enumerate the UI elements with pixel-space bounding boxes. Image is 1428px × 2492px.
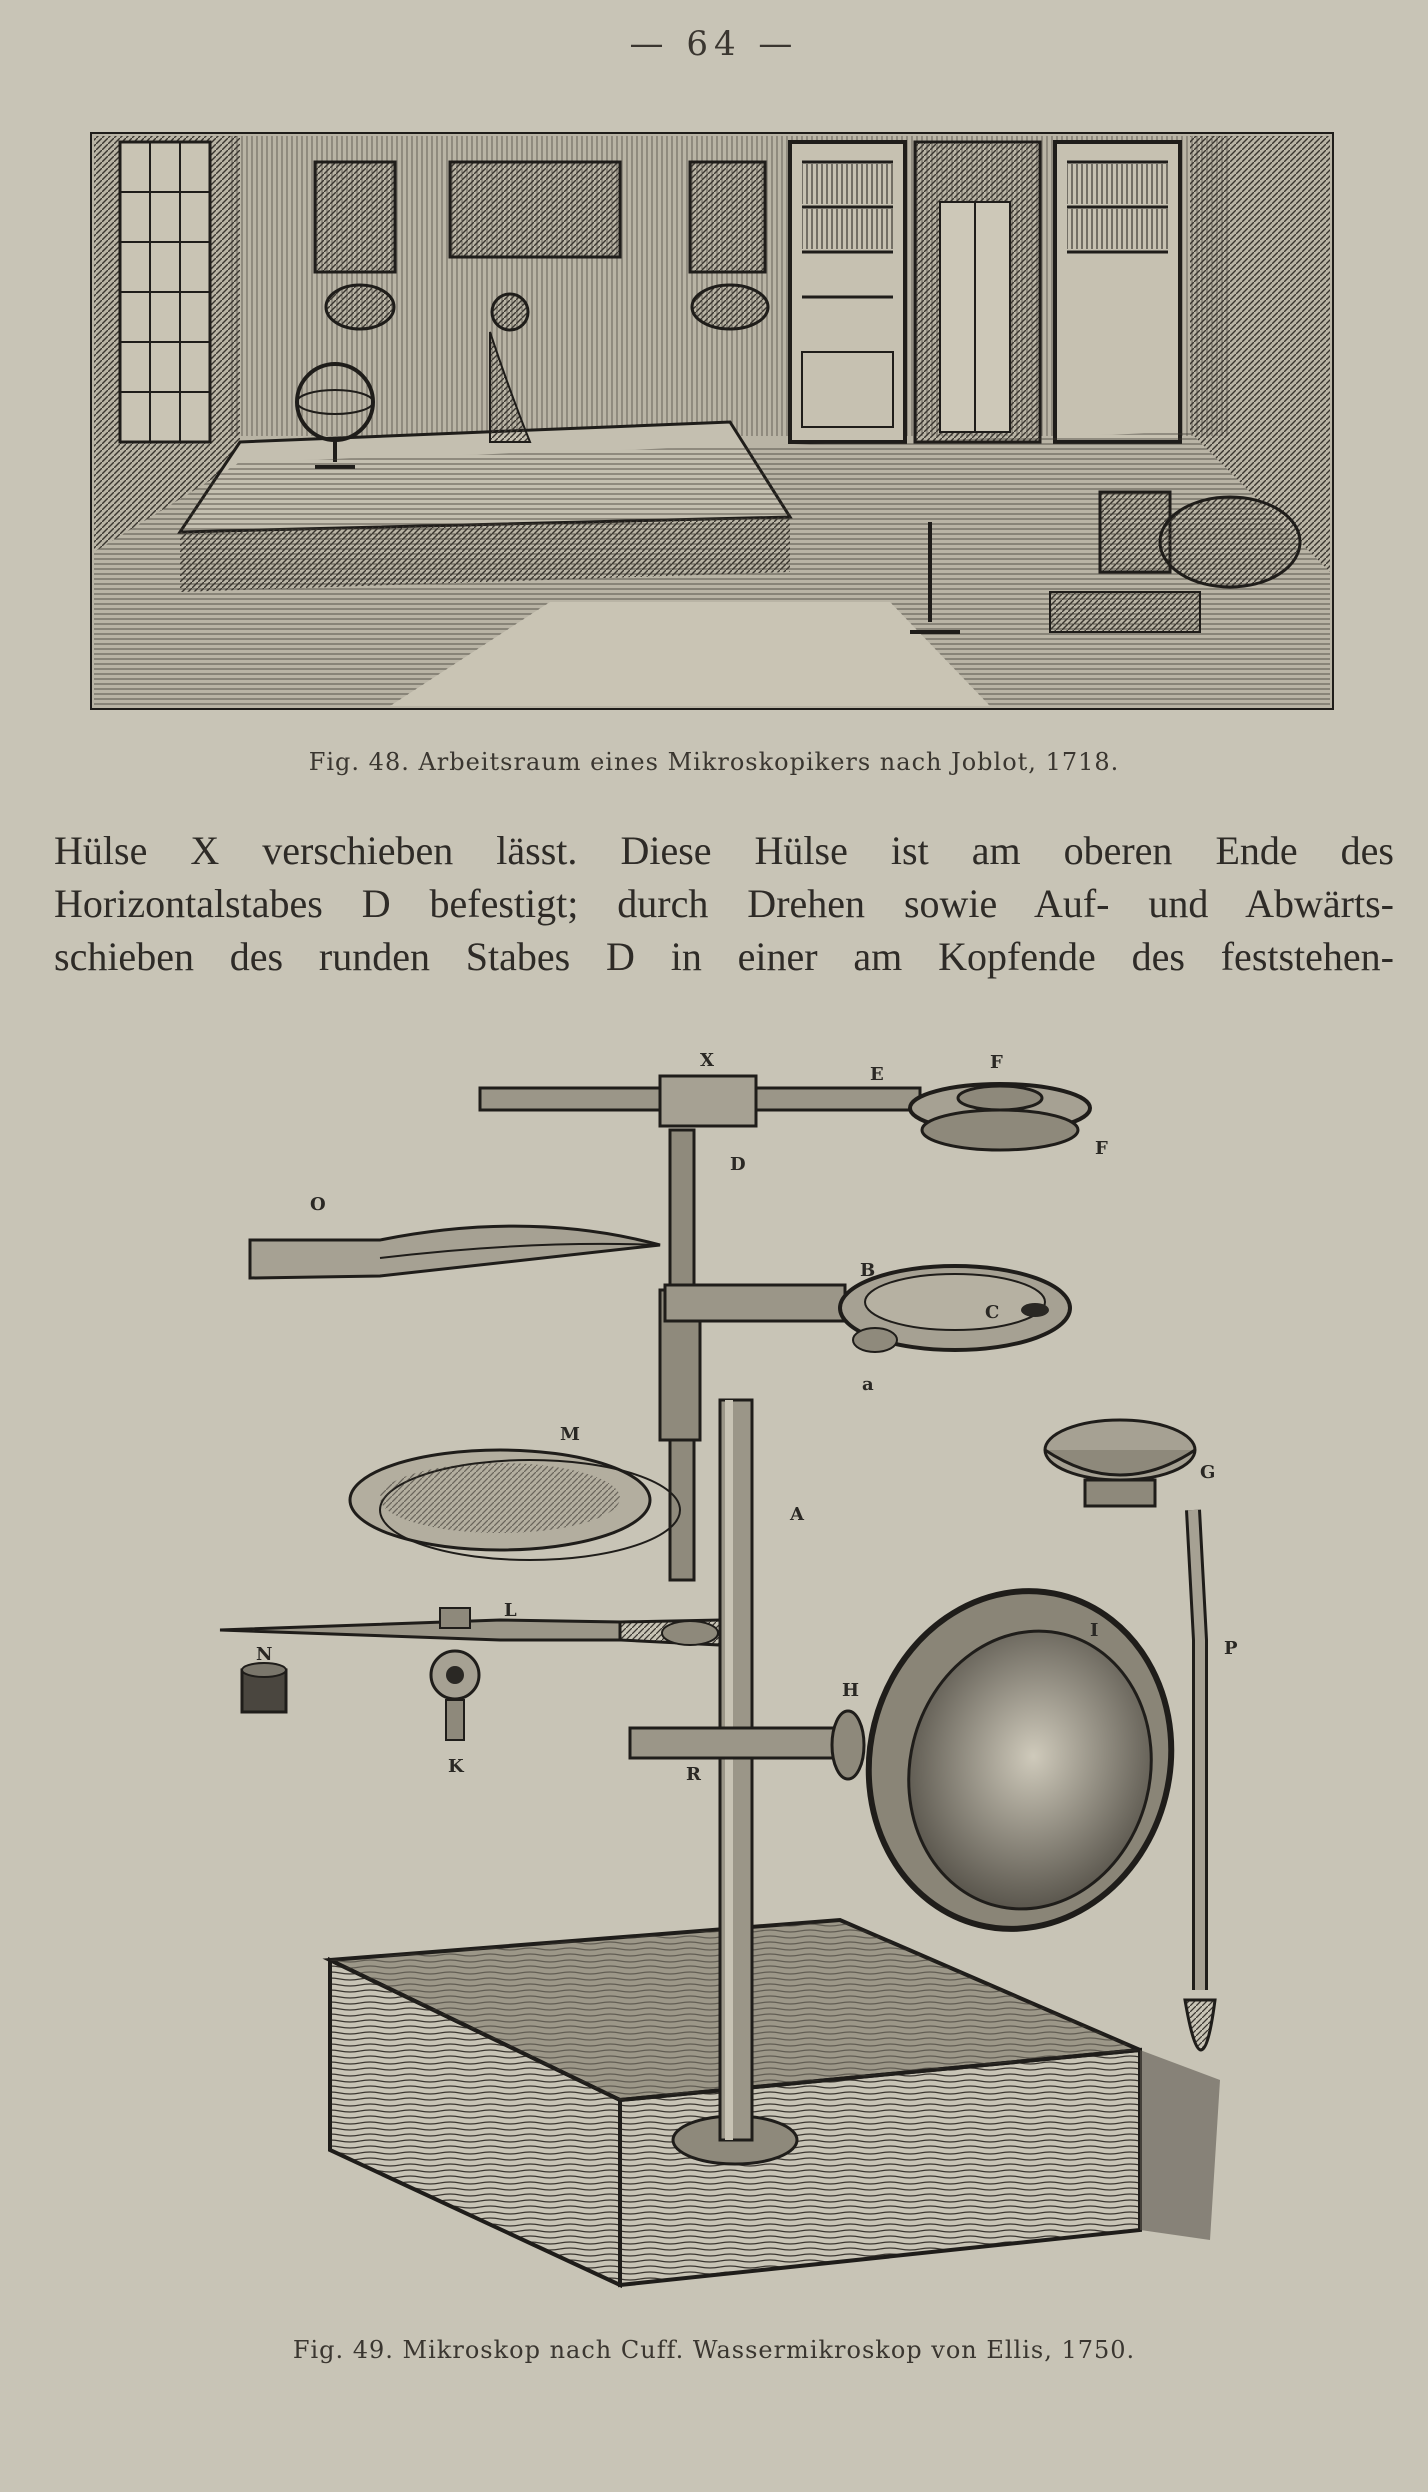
- label-x: X: [700, 1050, 714, 1071]
- figure-48-engraving: [90, 132, 1334, 710]
- text-line: schieben des runden Stabes D in einer am Kopfende des feststehen-: [54, 934, 1394, 979]
- text-line: Hülse X verschieben lässt. Diese Hülse ist am oberen Ende des: [54, 828, 1394, 873]
- figure-49-caption: Fig. 49. Mikroskop nach Cuff. Wassermikroskop von Ellis, 1750.: [292, 2336, 1136, 2364]
- label-k: K: [448, 1756, 464, 1777]
- label-g: G: [1200, 1462, 1216, 1483]
- label-a-small: a: [862, 1374, 874, 1395]
- body-text: [54, 824, 1394, 983]
- figure-48-caption: Fig. 48. Arbeitsraum eines Mikroskopikers nach Joblot, 1718.: [308, 748, 1120, 776]
- label-l: L: [504, 1600, 517, 1621]
- label-c: C: [985, 1302, 1000, 1323]
- label-m: M: [560, 1424, 580, 1445]
- label-p: P: [1224, 1638, 1238, 1659]
- label-o: O: [310, 1194, 326, 1215]
- figure-49-microscope-drawing: [200, 1040, 1260, 2320]
- label-h: H: [842, 1680, 860, 1701]
- page-number: — 64 —: [629, 24, 799, 64]
- text-line: Horizontalstabes D befestigt; durch Drehen sowie Auf- und Abwärts-: [54, 881, 1394, 926]
- label-d: D: [730, 1154, 746, 1175]
- label-n: N: [256, 1644, 273, 1665]
- label-b: B: [860, 1260, 876, 1281]
- label-r: R: [686, 1764, 701, 1785]
- label-f-top: F: [990, 1052, 1003, 1073]
- label-a: A: [790, 1504, 804, 1525]
- label-e: E: [870, 1064, 884, 1085]
- label-i: I: [1090, 1620, 1099, 1641]
- label-f-bottom: F: [1095, 1138, 1108, 1159]
